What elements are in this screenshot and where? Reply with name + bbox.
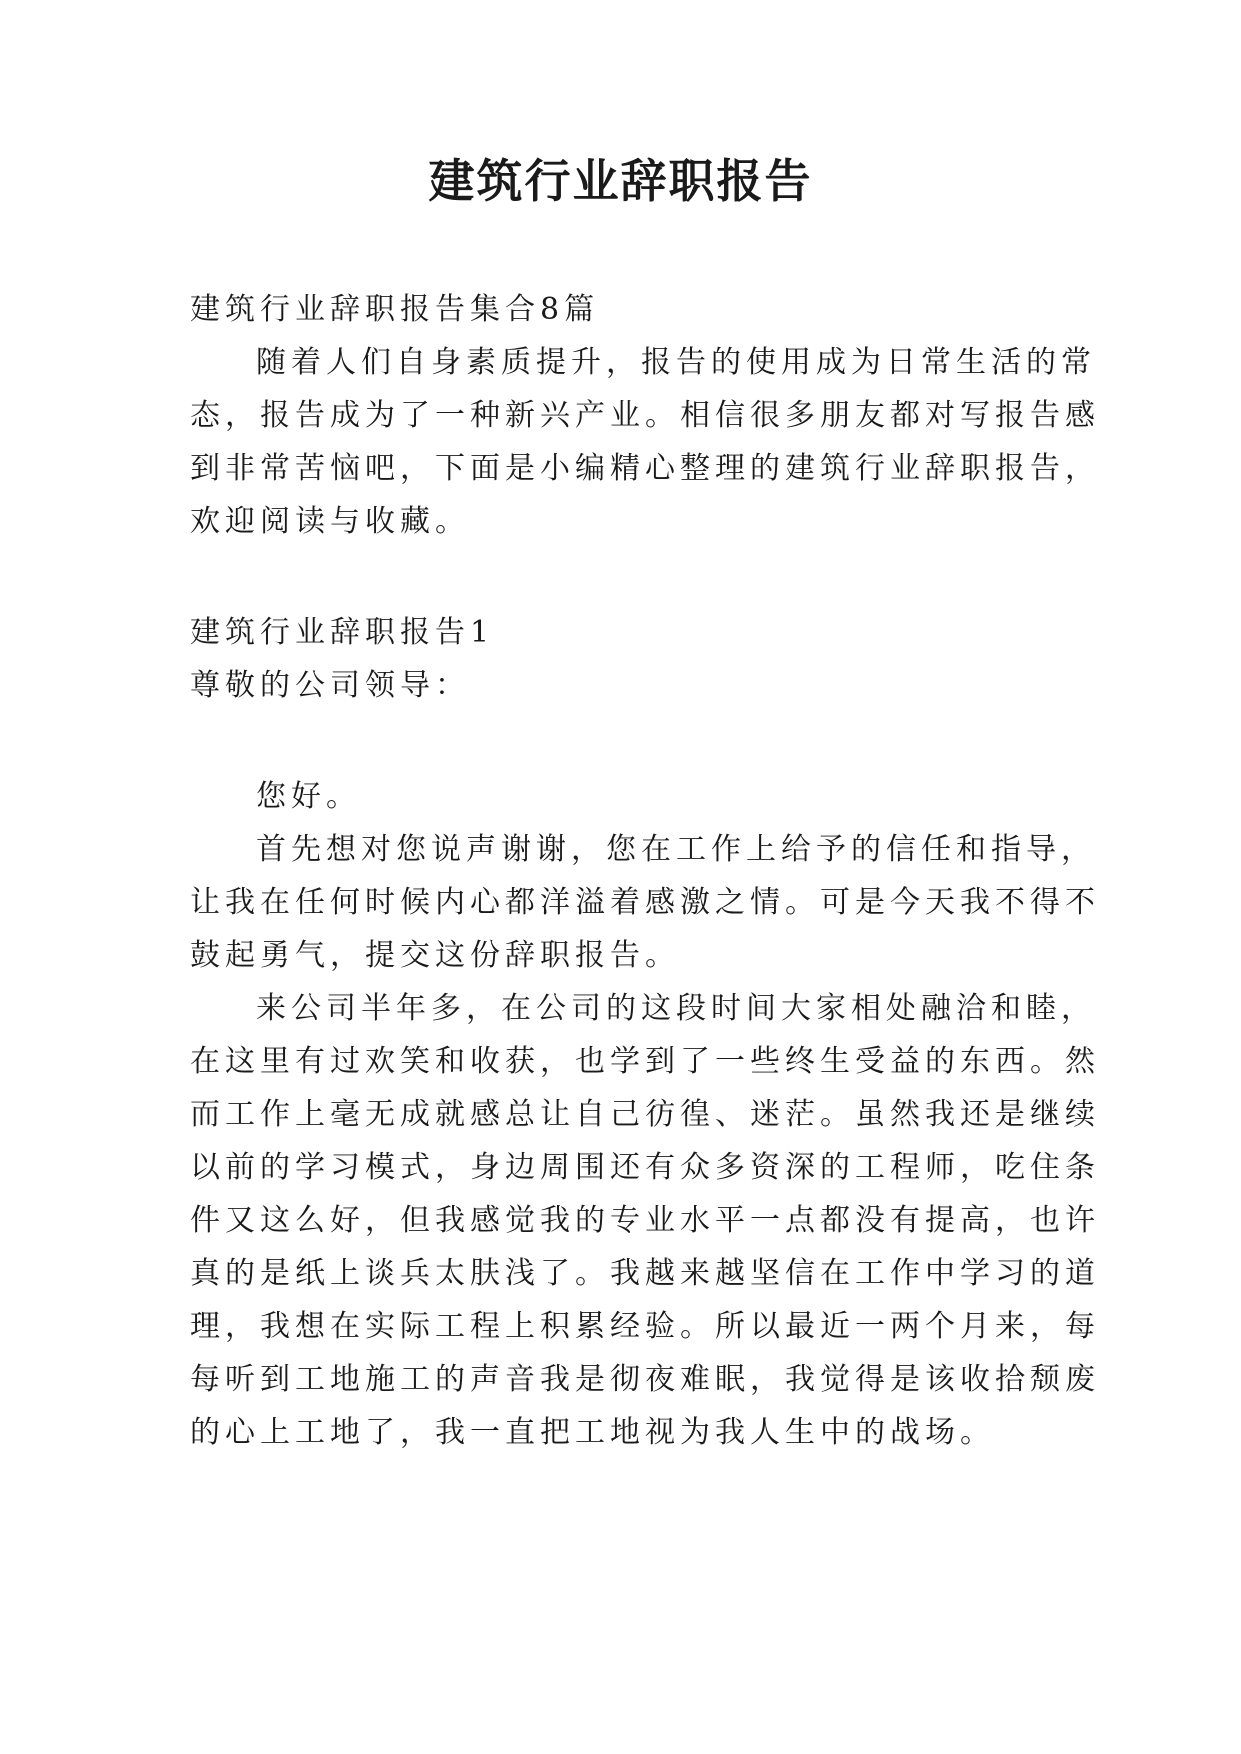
intro-line: 欢迎阅读与收藏。 — [190, 504, 470, 539]
paragraph-line: 而工作上毫无成就感总让自己彷徨、迷茫。虽然我还是继续 — [190, 1097, 1100, 1132]
document-subtitle: 建筑行业辞职报告集合8篇 — [190, 292, 600, 327]
paragraph-line: 鼓起勇气，提交这份辞职报告。 — [190, 938, 680, 973]
paragraph-line: 每听到工地施工的声音我是彻夜难眠，我觉得是该收拾颓废 — [190, 1362, 1100, 1397]
paragraph-line: 来公司半年多，在公司的这段时间大家相处融洽和睦， — [256, 991, 1096, 1026]
paragraph-line: 真的是纸上谈兵太肤浅了。我越来越坚信在工作中学习的道 — [190, 1256, 1100, 1291]
paragraph-line: 首先想对您说声谢谢，您在工作上给予的信任和指导， — [256, 832, 1096, 867]
document-title: 建筑行业辞职报告 — [428, 154, 813, 208]
greeting: 您好。 — [256, 779, 361, 814]
paragraph-line: 的心上工地了，我一直把工地视为我人生中的战场。 — [190, 1415, 995, 1450]
paragraph-line: 在这里有过欢笑和收获，也学到了一些终生受益的东西。然 — [190, 1044, 1100, 1079]
intro-line: 到非常苦恼吧，下面是小编精心整理的建筑行业辞职报告， — [190, 451, 1100, 486]
paragraph-line: 件又这么好，但我感觉我的专业水平一点都没有提高，也许 — [190, 1203, 1100, 1238]
paragraph-line: 让我在任何时候内心都洋溢着感激之情。可是今天我不得不 — [190, 885, 1100, 920]
intro-line: 态，报告成为了一种新兴产业。相信很多朋友都对写报告感 — [190, 398, 1100, 433]
paragraph-line: 理，我想在实际工程上积累经验。所以最近一两个月来，每 — [190, 1309, 1100, 1344]
salutation: 尊敬的公司领导： — [190, 668, 470, 703]
paragraph-line: 以前的学习模式，身边周围还有众多资深的工程师，吃住条 — [190, 1150, 1100, 1185]
section-heading: 建筑行业辞职报告1 — [190, 615, 495, 650]
intro-line: 随着人们自身素质提升，报告的使用成为日常生活的常 — [256, 345, 1096, 380]
